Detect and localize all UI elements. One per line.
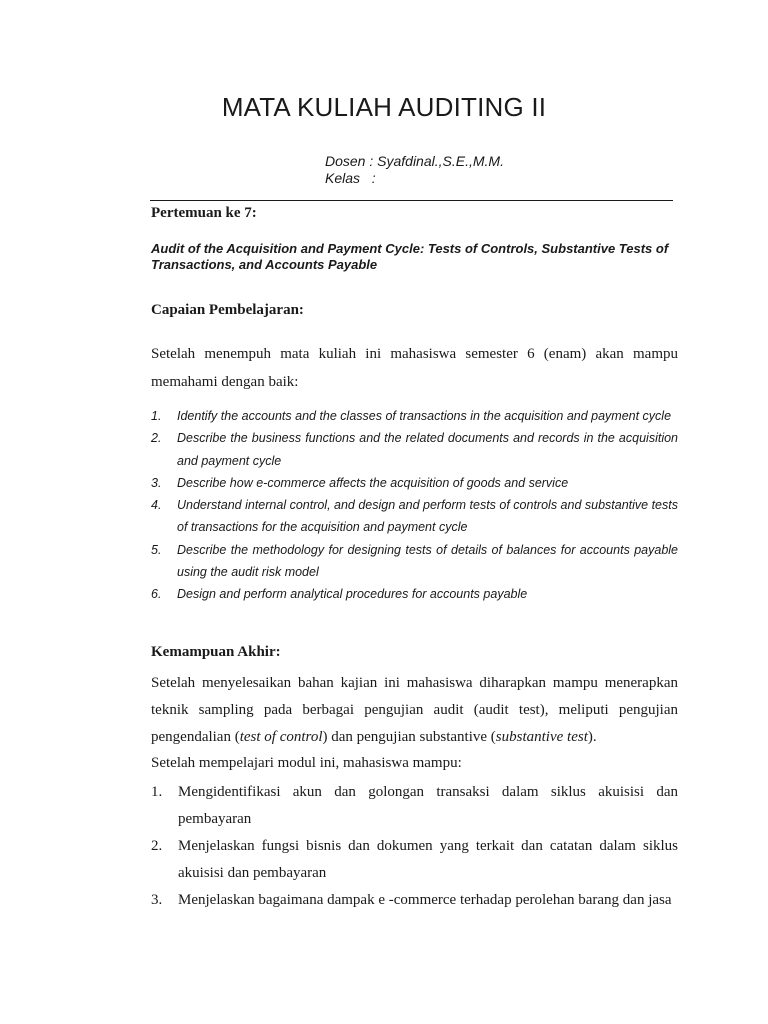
list-item: 5. Describe the methodology for designing tests of details of balances for accounts payable using the audit risk model [151,542,678,580]
header-divider [150,200,673,201]
meeting-topic: Audit of the Acquisition and Payment Cycle: Tests of Controls, Substantive Tests of Transactions, and Accounts Payable [151,241,669,272]
class-line: Kelas : [325,170,376,186]
list-item: 6. Design and perform analytical procedures for accounts payable [151,587,528,602]
final-ability-paragraph: Setelah menyelesaikan bahan kajian ini mahasiswa diharapkan mampu menerapkan teknik sampling pada berbagai pengujian audit (audit test), meliputi pengujian pengendalian (test of control) dan pengujian substantive (substantive test). [151,675,678,745]
list-item: 2. Describe the business functions and the related documents and records in the acquisition and payment cycle [151,431,678,468]
final-ability-list [151,779,678,914]
list-item: 2. Menjelaskan fungsi bisnis dan dokumen yang terkait dan catatan dalam siklus akuisisi dan pembayaran [151,838,678,881]
final-ability-heading: Kemampuan Akhir: [151,644,281,660]
learning-outcomes-heading: Capaian Pembelajaran: [151,302,304,318]
meeting-number: Pertemuan ke 7: [151,205,257,221]
learning-outcomes-intro: Setelah menempuh mata kuliah ini mahasiswa semester 6 (enam) akan mampu memahami dengan baik: [151,346,678,390]
list-item: 1. Identify the accounts and the classes of transactions in the acquisition and payment cycle [151,409,672,423]
final-ability-intro: Setelah mempelajari modul ini, mahasiswa mampu: [151,755,462,771]
learning-outcomes-list [151,405,678,606]
lecturer-line: Dosen : Syafdinal.,S.E.,M.M. [325,153,504,169]
document-title: MATA KULIAH AUDITING II [221,92,547,122]
list-item: 3. Describe how e-commerce affects the acquisition of goods and service [151,475,569,490]
list-item: 1. Mengidentifikasi akun dan golongan transaksi dalam siklus akuisisi dan pembayaran [151,784,678,827]
list-item: 4. Understand internal control, and design and perform tests of controls and substantive tests of transactions for the acquisition and payment cycle [151,498,678,535]
list-item: 3. Menjelaskan bagaimana dampak e -commerce terhadap perolehan barang dan jasa [151,892,672,908]
